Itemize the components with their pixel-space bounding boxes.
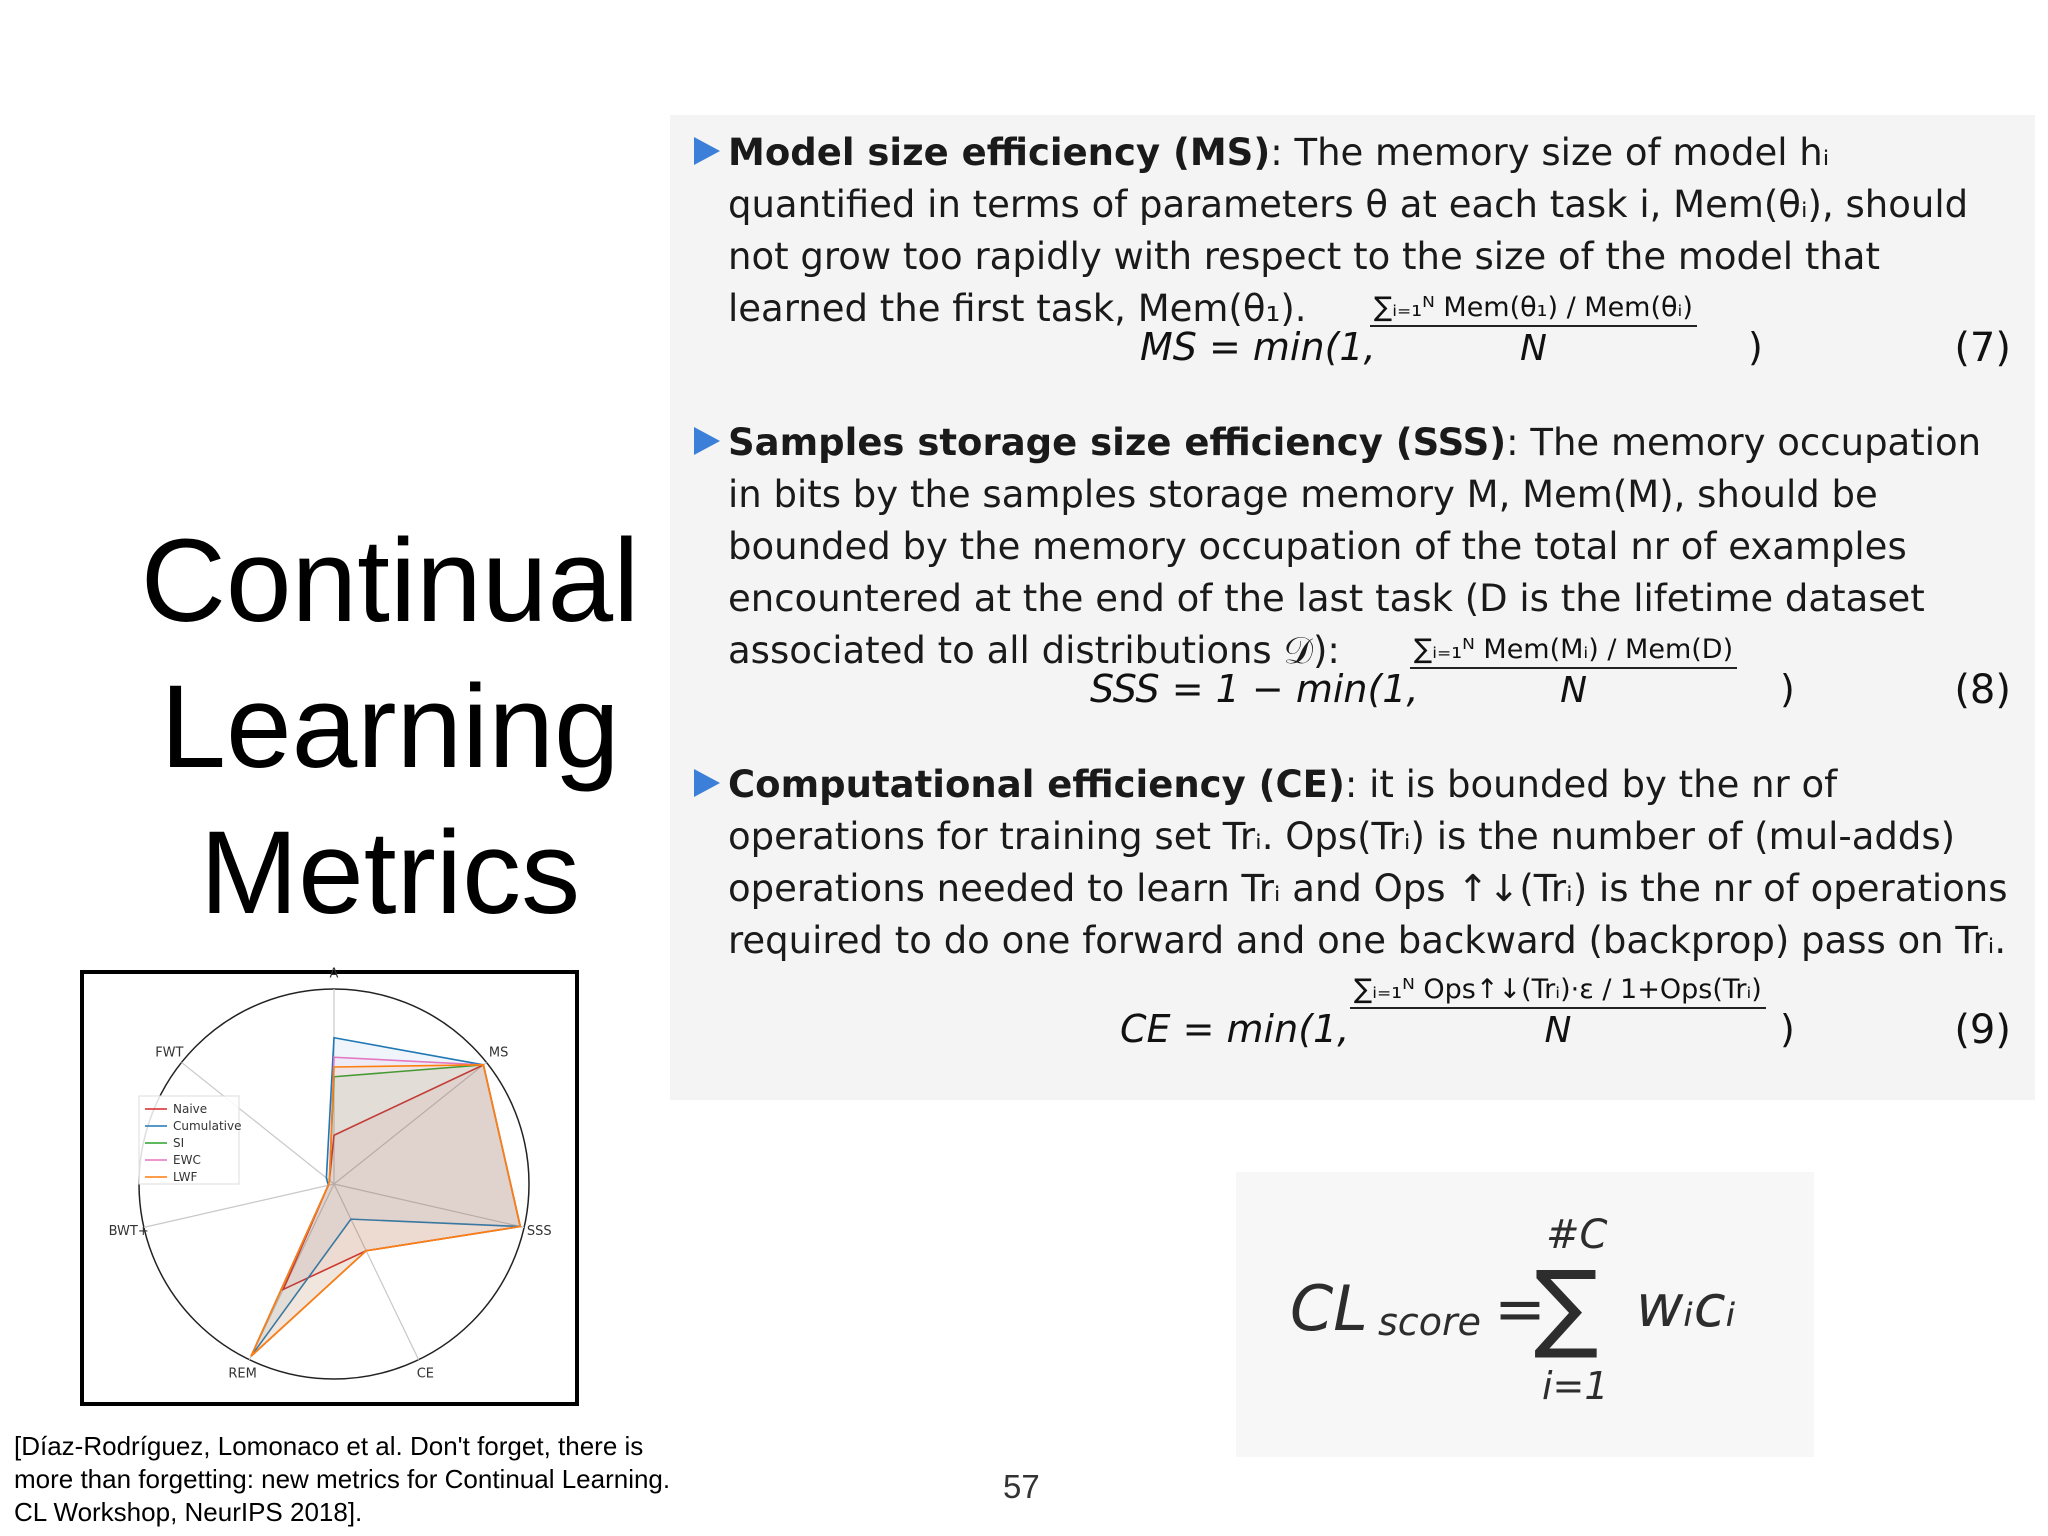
equation-sss-fraction [1410, 633, 1737, 713]
equation-sss [670, 633, 2035, 743]
bullet-triangle-icon [694, 769, 720, 797]
title-line-3: Metrics [199, 807, 581, 939]
equation-ce-number: (9) [1954, 1007, 2011, 1053]
metric-ms-text: : The memory size of model hᵢ quantified in terms of parameters θ at each task i, Mem(θᵢ), should not grow too rapidly with respect to the size of the model that learned the first task, Mem(θ₁). [728, 131, 1969, 330]
metric-ce-text: : it is bounded by the nr of operations for training set Trᵢ. Ops(Trᵢ) is the number of (mul-adds) operations needed to learn Trᵢ and Ops ↑↓(Trᵢ) is the nr of operations required to do one forward and one backward (backprop) pass on Trᵢ. [728, 763, 2008, 962]
equation-sss-denominator: N [1560, 670, 1588, 711]
radar-axis-label: MS [488, 1045, 509, 1061]
metrics-definition-panel [670, 115, 2035, 1100]
equation-ce [670, 973, 2035, 1083]
citation-line-2: more than forgetting: new metrics for Continual Learning. [14, 1464, 671, 1494]
bullet-triangle-icon [694, 137, 720, 165]
citation-line-3: CL Workshop, NeurIPS 2018]. [14, 1497, 363, 1527]
cl-score-sum-symbol: ∑ [1534, 1250, 1599, 1362]
radar-axis-label: REM [228, 1366, 257, 1382]
cl-score-lower-limit: i=1 [1542, 1364, 1609, 1408]
equation-ms-close: ) [1748, 325, 1763, 369]
equation-sss-lhs: SSS = 1 − min(1, [1090, 667, 1419, 711]
slide-title [100, 508, 680, 946]
legend-label-lwf: LWF [173, 1170, 198, 1184]
legend-label-si: SI [173, 1136, 185, 1150]
metric-ce-heading: Computational efficiency (CE) [728, 763, 1345, 806]
metric-sss-text: : The memory occupation in bits by the samples storage memory M, Mem(M), should be bounded by the memory occupation of the total nr of examples encountered at the end of the last task (D is the lifetime dataset associated to all distributions 𝒟): [728, 421, 1982, 672]
title-line-2: Learning [160, 661, 620, 793]
legend-label-ewc: EWC [173, 1153, 201, 1167]
cl-score-equals: = [1494, 1272, 1546, 1345]
equation-ms-denominator: N [1519, 328, 1547, 369]
radar-chart [84, 966, 575, 1402]
title-line-1: Continual [140, 515, 640, 647]
bullet-triangle-icon [694, 427, 720, 455]
citation [14, 1430, 774, 1529]
equation-ce-numerator: ∑ᵢ₌₁ᴺ Ops↑↓(Trᵢ)·ε / 1+Ops(Trᵢ) [1350, 973, 1766, 1009]
equation-ms [670, 291, 2035, 401]
equation-sss-close: ) [1780, 667, 1795, 711]
cl-score-formula [1236, 1172, 1814, 1457]
metric-sss-heading: Samples storage size efficiency (SSS) [728, 421, 1507, 464]
radar-axis-label: BWT+ [108, 1223, 149, 1239]
legend-label-naive: Naive [173, 1102, 208, 1116]
radar-axis-label: CE [416, 1366, 435, 1382]
equation-ms-fraction [1370, 291, 1697, 371]
equation-sss-number: (8) [1954, 667, 2011, 713]
cl-score-lhs: CL [1290, 1272, 1368, 1345]
legend-label-cumulative: Cumulative [173, 1119, 242, 1133]
equation-ms-numerator: ∑ᵢ₌₁ᴺ Mem(θ₁) / Mem(θᵢ) [1370, 291, 1697, 327]
equation-ce-denominator: N [1544, 1010, 1572, 1051]
radar-axis-label: SSS [526, 1223, 552, 1239]
equation-ms-lhs: MS = min(1, [1140, 325, 1376, 369]
equation-ce-close: ) [1780, 1007, 1795, 1051]
page-number: 57 [1003, 1468, 1040, 1505]
equation-ms-number: (7) [1954, 325, 2011, 371]
cl-score-subscript: score [1378, 1300, 1481, 1344]
equation-sss-numerator: ∑ᵢ₌₁ᴺ Mem(Mᵢ) / Mem(D) [1410, 633, 1737, 669]
metric-ms-heading: Model size efficiency (MS) [728, 131, 1271, 174]
equation-ce-lhs: CE = min(1, [1120, 1007, 1350, 1051]
radar-axis-label: A [329, 966, 339, 982]
cl-score-upper-limit: #C [1546, 1212, 1608, 1258]
cl-score-term: wᵢcᵢ [1636, 1272, 1737, 1340]
radar-axis-line [144, 1184, 334, 1227]
equation-ce-fraction [1350, 973, 1766, 1053]
radar-axis-label: FWT [155, 1045, 184, 1061]
citation-line-1: [Díaz-Rodríguez, Lomonaco et al. Don't forget, there is [14, 1431, 644, 1461]
metric-ce [694, 759, 2018, 967]
radar-chart-frame [80, 966, 579, 1406]
